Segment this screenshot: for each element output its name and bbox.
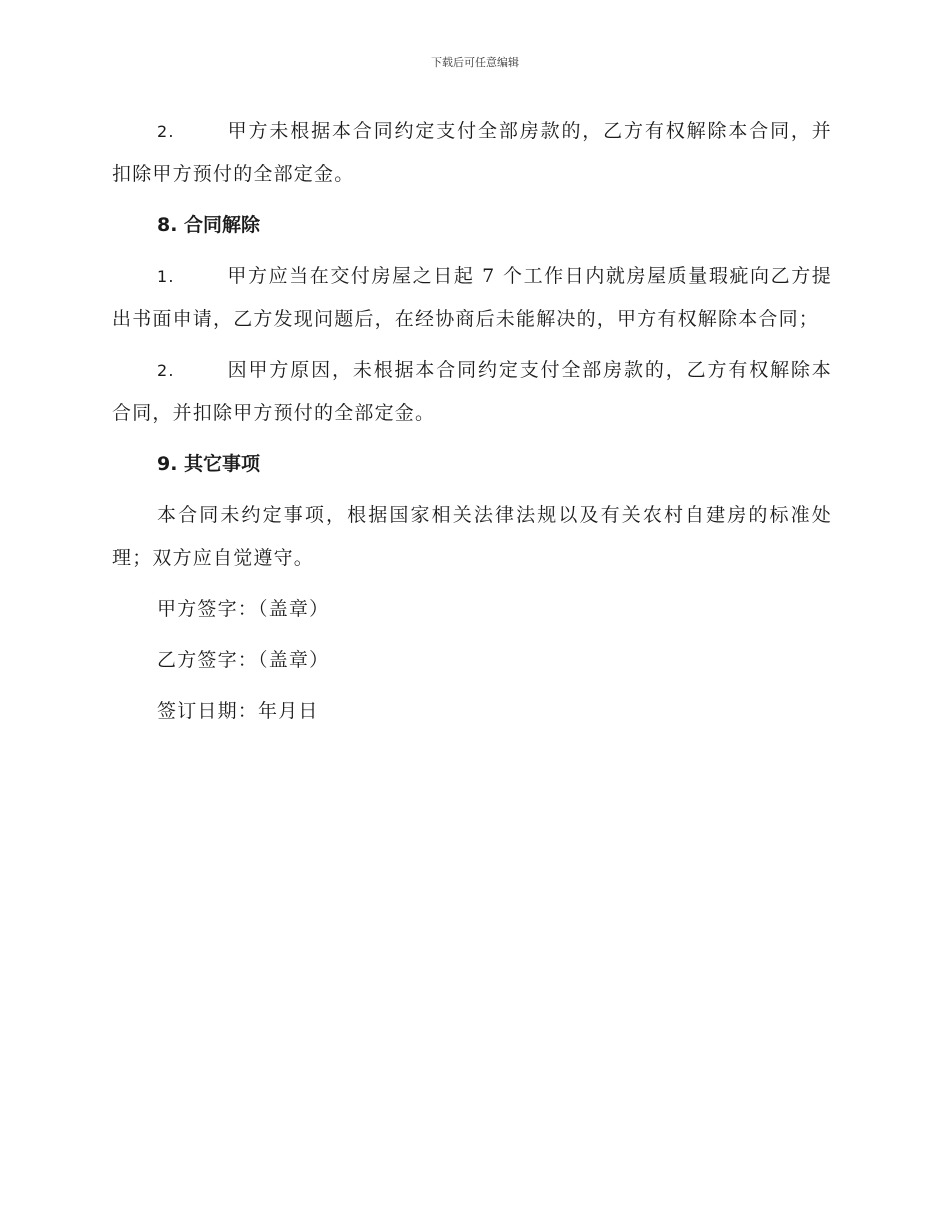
document-body: [112, 110, 832, 741]
clause-number: 1.: [157, 267, 175, 286]
section-heading-8: 8. 合同解除: [157, 214, 261, 236]
clause-text: 甲方未根据本合同约定支付全部房款的，乙方有权解除本合同，并扣除甲方预付的全部定金。: [112, 120, 832, 185]
clause-8-1: [112, 255, 832, 341]
clause-8-2: [112, 349, 832, 435]
page-header: 下载后可任意编辑: [431, 56, 519, 69]
clause-text: 因甲方原因，未根据本合同约定支付全部房款的，乙方有权解除本合同，并扣除甲方预付的全部定金。: [112, 359, 832, 424]
party-b-signature: 乙方签字：（盖章）: [157, 649, 330, 671]
clause-number: 2.: [157, 122, 175, 141]
clause-7-2: [112, 110, 832, 196]
clause-9-text: 本合同未约定事项，根据国家相关法律法规以及有关农村自建房的标准处理；双方应自觉遵守。: [112, 504, 832, 569]
signing-date: 签订日期：年月日: [157, 700, 319, 722]
clause-number: 2.: [157, 361, 175, 380]
section-heading-9: 9. 其它事项: [157, 453, 261, 475]
party-a-signature: 甲方签字：（盖章）: [157, 598, 330, 620]
clause-text: 甲方应当在交付房屋之日起 7 个工作日内就房屋质量瑕疵向乙方提出书面申请，乙方发现问题后，在经协商后未能解决的，甲方有权解除本合同；: [112, 265, 832, 330]
